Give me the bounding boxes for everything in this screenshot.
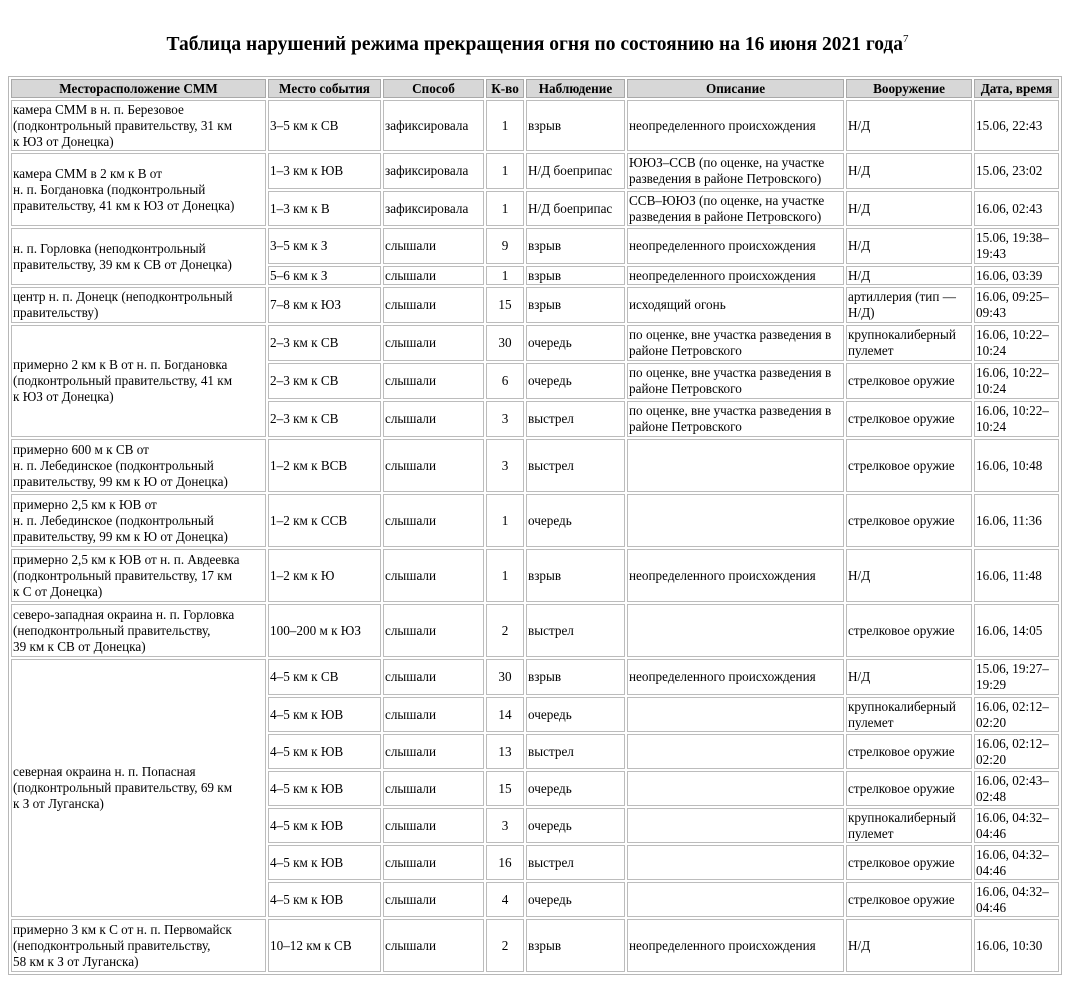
- count-cell: 4: [486, 882, 524, 917]
- observation-cell: очередь: [526, 325, 625, 361]
- description-cell: по оценке, вне участка разведения в районе Петровского: [627, 401, 844, 437]
- event-place-cell: 4–5 км к СВ: [268, 659, 381, 695]
- table-row: [11, 287, 1059, 323]
- event-place-cell: 3–5 км к З: [268, 228, 381, 264]
- event-place-cell: 1–2 км к Ю: [268, 549, 381, 602]
- weapons-cell: Н/Д: [846, 919, 972, 972]
- count-cell: 13: [486, 734, 524, 769]
- method-cell: слышали: [383, 228, 484, 264]
- datetime-cell: 15.06, 23:02: [974, 153, 1059, 189]
- location-cell: [11, 228, 266, 285]
- description-cell: [627, 604, 844, 657]
- table-row: [11, 659, 1059, 695]
- weapons-cell: стрелковое оружие: [846, 494, 972, 547]
- location-line: примерно 2,5 км к ЮВ от н. п. Авдеевка: [13, 551, 240, 567]
- location-line: правительству, 99 км к Ю от Донецка): [13, 473, 228, 489]
- header-weapons: Вооружение: [846, 79, 972, 98]
- count-cell: 3: [486, 808, 524, 843]
- observation-cell: Н/Д боеприпас: [526, 153, 625, 189]
- location-cell: [11, 494, 266, 547]
- count-cell: 14: [486, 697, 524, 732]
- weapons-cell: Н/Д: [846, 153, 972, 189]
- location-line: северная окраина н. п. Попасная: [13, 764, 196, 779]
- location-cell: [11, 604, 266, 657]
- title-footnote: 7: [903, 33, 909, 45]
- count-cell: 1: [486, 100, 524, 151]
- event-place-cell: 4–5 км к ЮВ: [268, 882, 381, 917]
- weapons-cell: крупнокалиберный пулемет: [846, 325, 972, 361]
- table-row: [11, 228, 1059, 264]
- location-line: к ЮЗ от Донецка): [13, 389, 114, 404]
- event-place-cell: 2–3 км к СВ: [268, 401, 381, 437]
- datetime-cell: 16.06, 04:32–04:46: [974, 882, 1059, 917]
- observation-cell: очередь: [526, 882, 625, 917]
- count-cell: 16: [486, 845, 524, 880]
- location-line: (подконтрольный правительству, 69 км: [13, 780, 233, 795]
- location-line: камера СММ в 2 км к В от: [13, 165, 162, 181]
- count-cell: 15: [486, 771, 524, 806]
- document-title: [0, 27, 1075, 57]
- count-cell: 30: [486, 659, 524, 695]
- table-row: [11, 604, 1059, 657]
- observation-cell: взрыв: [526, 228, 625, 264]
- count-cell: 1: [486, 494, 524, 547]
- weapons-cell: Н/Д: [846, 266, 972, 285]
- event-place-cell: 2–3 км к СВ: [268, 325, 381, 361]
- location-line: (подконтрольный правительству, 17 км: [13, 567, 233, 583]
- datetime-cell: 16.06, 02:43–02:48: [974, 771, 1059, 806]
- weapons-cell: стрелковое оружие: [846, 439, 972, 492]
- location-line: н. п. Лебединское (подконтрольный: [13, 512, 214, 528]
- weapons-cell: крупнокалиберный пулемет: [846, 808, 972, 843]
- method-cell: слышали: [383, 439, 484, 492]
- description-cell: исходящий огонь: [627, 287, 844, 323]
- count-cell: 6: [486, 363, 524, 399]
- event-place-cell: 1–2 км к ССВ: [268, 494, 381, 547]
- location-line: примерно 3 км к С от н. п. Первомайск: [13, 921, 232, 937]
- datetime-cell: 15.06, 19:27–19:29: [974, 659, 1059, 695]
- observation-cell: выстрел: [526, 401, 625, 437]
- method-cell: слышали: [383, 659, 484, 695]
- description-cell: ССВ–ЮЮЗ (по оценке, на участке разведения в районе Петровского): [627, 191, 844, 226]
- method-cell: слышали: [383, 325, 484, 361]
- count-cell: 1: [486, 549, 524, 602]
- weapons-cell: стрелковое оружие: [846, 734, 972, 769]
- count-cell: 1: [486, 153, 524, 189]
- location-line: н. п. Горловка (неподконтрольный: [13, 240, 206, 256]
- observation-cell: Н/Д боеприпас: [526, 191, 625, 226]
- location-line: примерно 600 м к СВ от: [13, 441, 149, 457]
- event-place-cell: 100–200 м к ЮЗ: [268, 604, 381, 657]
- method-cell: слышали: [383, 919, 484, 972]
- count-cell: 3: [486, 401, 524, 437]
- location-line: н. п. Лебединское (подконтрольный: [13, 457, 214, 473]
- observation-cell: взрыв: [526, 100, 625, 151]
- location-line: 58 км к З от Луганска): [13, 953, 139, 969]
- table-row: [11, 325, 1059, 361]
- event-place-cell: 2–3 км к СВ: [268, 363, 381, 399]
- datetime-cell: 16.06, 04:32–04:46: [974, 808, 1059, 843]
- method-cell: слышали: [383, 363, 484, 399]
- description-cell: по оценке, вне участка разведения в районе Петровского: [627, 325, 844, 361]
- weapons-cell: артиллерия (тип — Н/Д): [846, 287, 972, 323]
- description-cell: по оценке, вне участка разведения в районе Петровского: [627, 363, 844, 399]
- observation-cell: взрыв: [526, 549, 625, 602]
- method-cell: слышали: [383, 808, 484, 843]
- count-cell: 1: [486, 191, 524, 226]
- description-cell: [627, 734, 844, 769]
- location-line: правительству): [13, 305, 99, 320]
- weapons-cell: стрелковое оружие: [846, 771, 972, 806]
- datetime-cell: 16.06, 04:32–04:46: [974, 845, 1059, 880]
- description-cell: [627, 494, 844, 547]
- event-place-cell: 7–8 км к ЮЗ: [268, 287, 381, 323]
- count-cell: 2: [486, 919, 524, 972]
- observation-cell: выстрел: [526, 604, 625, 657]
- header-method: Способ: [383, 79, 484, 98]
- datetime-cell: 16.06, 10:22–10:24: [974, 363, 1059, 399]
- weapons-cell: Н/Д: [846, 549, 972, 602]
- method-cell: слышали: [383, 845, 484, 880]
- datetime-cell: 15.06, 19:38–19:43: [974, 228, 1059, 264]
- count-cell: 3: [486, 439, 524, 492]
- weapons-cell: Н/Д: [846, 228, 972, 264]
- datetime-cell: 16.06, 14:05: [974, 604, 1059, 657]
- location-line: к З от Луганска): [13, 796, 104, 811]
- event-place-cell: 4–5 км к ЮВ: [268, 808, 381, 843]
- location-cell: [11, 659, 266, 917]
- location-line: правительству, 41 км к ЮЗ от Донецка): [13, 197, 235, 213]
- datetime-cell: 16.06, 02:12–02:20: [974, 697, 1059, 732]
- description-cell: [627, 439, 844, 492]
- observation-cell: очередь: [526, 808, 625, 843]
- description-cell: [627, 882, 844, 917]
- observation-cell: очередь: [526, 697, 625, 732]
- table-row: [11, 494, 1059, 547]
- table-row: [11, 919, 1059, 972]
- description-cell: [627, 771, 844, 806]
- event-place-cell: 10–12 км к СВ: [268, 919, 381, 972]
- weapons-cell: стрелковое оружие: [846, 604, 972, 657]
- datetime-cell: 16.06, 10:30: [974, 919, 1059, 972]
- location-line: правительству, 99 км к Ю от Донецка): [13, 528, 228, 544]
- count-cell: 2: [486, 604, 524, 657]
- datetime-cell: 16.06, 11:48: [974, 549, 1059, 602]
- description-cell: [627, 697, 844, 732]
- method-cell: зафиксировала: [383, 153, 484, 189]
- table-row: [11, 100, 1059, 151]
- description-cell: [627, 808, 844, 843]
- violations-table: [8, 76, 1062, 975]
- observation-cell: взрыв: [526, 266, 625, 285]
- event-place-cell: 4–5 км к ЮВ: [268, 845, 381, 880]
- method-cell: слышали: [383, 604, 484, 657]
- method-cell: зафиксировала: [383, 100, 484, 151]
- weapons-cell: стрелковое оружие: [846, 882, 972, 917]
- event-place-cell: 3–5 км к СВ: [268, 100, 381, 151]
- datetime-cell: 16.06, 03:39: [974, 266, 1059, 285]
- method-cell: слышали: [383, 697, 484, 732]
- datetime-cell: 15.06, 22:43: [974, 100, 1059, 151]
- table-row: [11, 439, 1059, 492]
- location-line: (неподконтрольный правительству,: [13, 622, 211, 638]
- location-line: н. п. Богдановка (подконтрольный: [13, 181, 206, 197]
- title-text: Таблица нарушений режима прекращения огня по состоянию на 16 июня 2021 года: [166, 34, 904, 55]
- count-cell: 1: [486, 266, 524, 285]
- method-cell: слышали: [383, 771, 484, 806]
- header-observation: Наблюдение: [526, 79, 625, 98]
- method-cell: слышали: [383, 494, 484, 547]
- method-cell: зафиксировала: [383, 191, 484, 226]
- observation-cell: очередь: [526, 363, 625, 399]
- count-cell: 30: [486, 325, 524, 361]
- table-row: [11, 153, 1059, 189]
- header-location: Месторасположение СММ: [11, 79, 266, 98]
- location-line: северо-западная окраина н. п. Горловка: [13, 606, 235, 622]
- event-place-cell: 5–6 км к З: [268, 266, 381, 285]
- observation-cell: взрыв: [526, 919, 625, 972]
- location-line: центр н. п. Донецк (неподконтрольный: [13, 289, 233, 304]
- event-place-cell: 1–2 км к ВСВ: [268, 439, 381, 492]
- observation-cell: выстрел: [526, 845, 625, 880]
- datetime-cell: 16.06, 10:22–10:24: [974, 401, 1059, 437]
- description-cell: неопределенного происхождения: [627, 549, 844, 602]
- method-cell: слышали: [383, 266, 484, 285]
- weapons-cell: стрелковое оружие: [846, 845, 972, 880]
- location-cell: [11, 153, 266, 226]
- description-cell: неопределенного происхождения: [627, 919, 844, 972]
- location-line: к ЮЗ от Донецка): [13, 133, 114, 149]
- location-line: (подконтрольный правительству, 41 км: [13, 373, 233, 388]
- location-line: (неподконтрольный правительству,: [13, 937, 211, 953]
- event-place-cell: 4–5 км к ЮВ: [268, 734, 381, 769]
- description-cell: неопределенного происхождения: [627, 266, 844, 285]
- location-cell: [11, 919, 266, 972]
- description-cell: неопределенного происхождения: [627, 100, 844, 151]
- location-line: примерно 2 км к В от н. п. Богдановка: [13, 357, 228, 372]
- header-datetime: Дата, время: [974, 79, 1059, 98]
- weapons-cell: Н/Д: [846, 100, 972, 151]
- method-cell: слышали: [383, 401, 484, 437]
- weapons-cell: Н/Д: [846, 191, 972, 226]
- observation-cell: взрыв: [526, 287, 625, 323]
- datetime-cell: 16.06, 02:12–02:20: [974, 734, 1059, 769]
- location-cell: [11, 549, 266, 602]
- location-line: правительству, 39 км к СВ от Донецка): [13, 256, 232, 272]
- location-line: камера СММ в н. п. Березовое: [13, 101, 184, 117]
- location-line: к С от Донецка): [13, 583, 103, 599]
- datetime-cell: 16.06, 09:25–09:43: [974, 287, 1059, 323]
- description-cell: неопределенного происхождения: [627, 228, 844, 264]
- location-cell: [11, 287, 266, 323]
- method-cell: слышали: [383, 734, 484, 769]
- table-body: [11, 100, 1059, 972]
- weapons-cell: стрелковое оружие: [846, 401, 972, 437]
- location-line: 39 км к СВ от Донецка): [13, 638, 146, 654]
- observation-cell: выстрел: [526, 439, 625, 492]
- datetime-cell: 16.06, 11:36: [974, 494, 1059, 547]
- method-cell: слышали: [383, 287, 484, 323]
- location-cell: [11, 439, 266, 492]
- header-event-place: Место события: [268, 79, 381, 98]
- header-row: [11, 79, 1059, 98]
- observation-cell: выстрел: [526, 734, 625, 769]
- observation-cell: взрыв: [526, 659, 625, 695]
- table-row: [11, 549, 1059, 602]
- method-cell: слышали: [383, 882, 484, 917]
- event-place-cell: 1–3 км к В: [268, 191, 381, 226]
- weapons-cell: крупнокалиберный пулемет: [846, 697, 972, 732]
- description-cell: ЮЮЗ–ССВ (по оценке, на участке разведения в районе Петровского): [627, 153, 844, 189]
- weapons-cell: стрелковое оружие: [846, 363, 972, 399]
- location-cell: [11, 325, 266, 437]
- datetime-cell: 16.06, 10:22–10:24: [974, 325, 1059, 361]
- event-place-cell: 4–5 км к ЮВ: [268, 771, 381, 806]
- datetime-cell: 16.06, 02:43: [974, 191, 1059, 226]
- description-cell: неопределенного происхождения: [627, 659, 844, 695]
- header-description: Описание: [627, 79, 844, 98]
- event-place-cell: 4–5 км к ЮВ: [268, 697, 381, 732]
- datetime-cell: 16.06, 10:48: [974, 439, 1059, 492]
- location-line: (подконтрольный правительству, 31 км: [13, 117, 233, 133]
- description-cell: [627, 845, 844, 880]
- header-count: К-во: [486, 79, 524, 98]
- location-cell: [11, 100, 266, 151]
- event-place-cell: 1–3 км к ЮВ: [268, 153, 381, 189]
- count-cell: 9: [486, 228, 524, 264]
- weapons-cell: Н/Д: [846, 659, 972, 695]
- observation-cell: очередь: [526, 771, 625, 806]
- count-cell: 15: [486, 287, 524, 323]
- observation-cell: очередь: [526, 494, 625, 547]
- method-cell: слышали: [383, 549, 484, 602]
- location-line: примерно 2,5 км к ЮВ от: [13, 496, 157, 512]
